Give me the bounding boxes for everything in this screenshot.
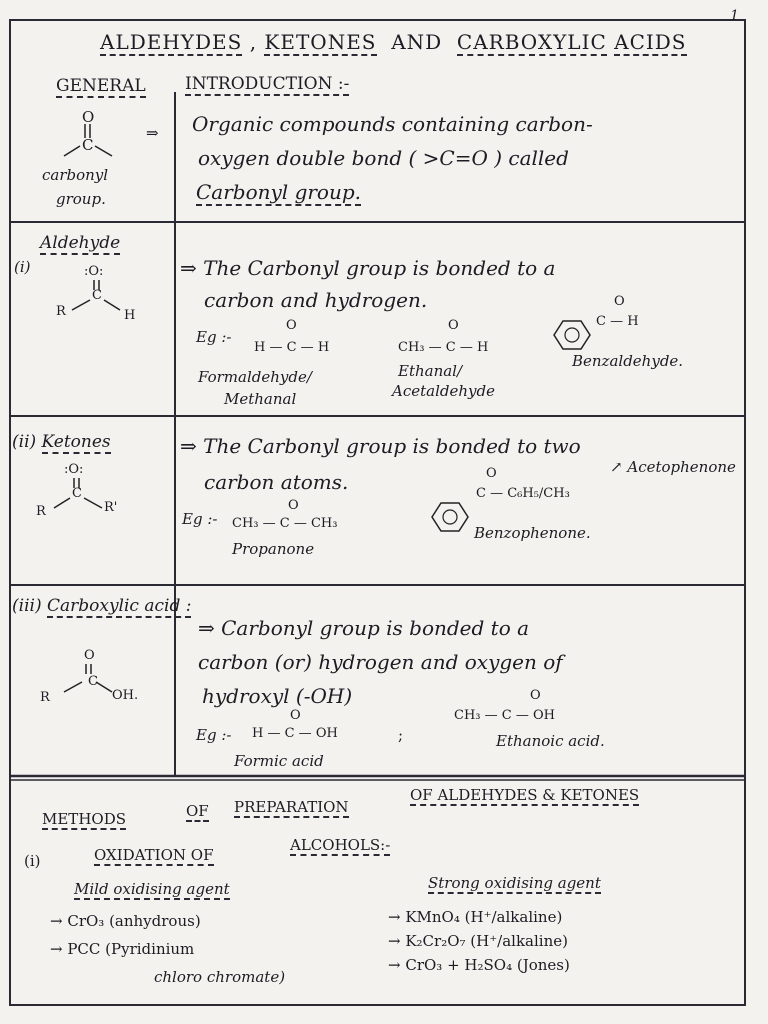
title-ketones: KETONES	[264, 30, 377, 54]
carboxylic-struct-c: C	[88, 674, 98, 689]
aldehyde-ex1-name-1: Formaldehyde/	[198, 368, 312, 386]
carboxylic-desc-1: ⇒ Carbonyl group is bonded to a	[198, 616, 530, 640]
strong-item-3: → CrO₃ + H₂SO₄ (Jones)	[388, 956, 570, 974]
mild-item-1: → CrO₃ (anhydrous)	[50, 912, 201, 930]
aldehyde-ex2-name-2: Acetaldehyde	[392, 382, 495, 400]
general-struct-o: O	[82, 108, 95, 126]
ketones-ex2-formula: C — C₆H₅/CH₃	[476, 486, 570, 501]
methods-heading-2: OF	[186, 802, 209, 820]
aldehyde-ex2-name-1: Ethanal/	[398, 362, 463, 380]
carbonyl-label-1: carbonyl	[42, 166, 109, 184]
title-acids: ACIDS	[614, 30, 687, 54]
arrow-icon: ↗	[610, 458, 623, 476]
general-struct-c: C	[82, 136, 94, 154]
ketones-struct-r1: R	[36, 504, 46, 519]
methods-sub-heading-1: OXIDATION OF	[94, 846, 214, 864]
aldehyde-desc-1: ⇒ The Carbonyl group is bonded to a	[180, 256, 556, 280]
aldehyde-struct-o: :O:	[84, 264, 104, 279]
benzene-ring-2	[424, 500, 474, 534]
methods-sub-roman: (i)	[24, 852, 41, 870]
general-text-3: Carbonyl group.	[196, 180, 362, 204]
general-heading-1: GENERAL	[56, 76, 146, 96]
carboxylic-heading: (iii) Carboxylic acid :	[12, 596, 192, 616]
aldehyde-struct-h: H	[124, 308, 136, 323]
aldehyde-ex3-o: O	[614, 294, 625, 309]
ketones-ex2-o: O	[486, 466, 497, 481]
carboxylic-ex1-name: Formic acid	[234, 752, 324, 770]
aldehyde-ex1-formula: H — C — H	[254, 340, 330, 355]
carbonyl-label-2: group.	[56, 190, 106, 208]
strong-item-2: → K₂Cr₂O₇ (H⁺/alkaline)	[388, 932, 568, 950]
carboxylic-desc-3: hydroxyl (-OH)	[202, 684, 353, 708]
general-struct-bonds	[50, 122, 140, 162]
ketones-ex2-alt: ↗ Acetophenone	[610, 458, 736, 476]
title-aldehydes: ALDEHYDES	[100, 30, 243, 54]
ketones-struct-o: :O:	[64, 462, 84, 477]
aldehyde-ex2-formula: CH₃ — C — H	[398, 340, 489, 355]
ketones-heading: (ii) Ketones	[12, 432, 111, 452]
strong-item-1: → KMnO₄ (H⁺/alkaline)	[388, 908, 563, 926]
ketones-ex1-name: Propanone	[232, 540, 315, 558]
aldehyde-heading: Aldehyde	[40, 233, 121, 253]
ketones-ex1-o: O	[288, 498, 299, 513]
page-title: ALDEHYDES , KETONES AND CARBOXYLIC ACIDS	[100, 30, 687, 54]
ketones-struct-r2: R'	[104, 500, 118, 515]
methods-sub-heading-2: ALCOHOLS:-	[290, 836, 391, 854]
aldehyde-ex3-name: Benzaldehyde.	[572, 352, 684, 370]
page-number: 1	[730, 8, 739, 24]
ketones-ex2-name: Benzophenone.	[474, 524, 591, 542]
general-heading-2: INTRODUCTION :-	[185, 74, 350, 94]
aldehyde-roman: (i)	[14, 258, 31, 276]
mild-item-3: chloro chromate)	[154, 968, 286, 986]
aldehyde-struct-c: C	[92, 288, 102, 303]
carboxylic-eg: Eg :-	[196, 726, 232, 744]
carboxylic-struct-r: R	[40, 690, 50, 705]
ketones-struct-c: C	[72, 486, 82, 501]
aldehyde-ex2-o: O	[448, 318, 459, 333]
aldehyde-ex1-o: O	[286, 318, 297, 333]
methods-heading-1: METHODS	[42, 810, 126, 828]
carboxylic-ex1-sep: ;	[398, 726, 404, 744]
carboxylic-ex2-o: O	[530, 688, 541, 703]
title-carboxylic: CARBOXYLIC	[456, 30, 607, 54]
aldehyde-ex3-formula: C — H	[596, 314, 639, 329]
methods-heading-3: PREPARATION	[234, 798, 349, 816]
ketones-eg: Eg :-	[182, 510, 218, 528]
ketones-desc-2: carbon atoms.	[204, 470, 349, 494]
carboxylic-ex1-o: O	[290, 708, 301, 723]
carboxylic-struct-oh: OH.	[112, 688, 139, 703]
general-text-2: oxygen double bond ( >C=O ) called	[198, 146, 569, 170]
general-arrow: ⇒	[146, 124, 159, 142]
carboxylic-ex2-name: Ethanoic acid.	[496, 732, 605, 750]
benzene-ring-1	[546, 318, 596, 352]
carboxylic-ex1-formula: H — C — OH	[252, 726, 338, 741]
aldehyde-eg: Eg :-	[196, 328, 232, 346]
methods-heading-4: OF ALDEHYDES & KETONES	[410, 786, 640, 804]
general-text-1: Organic compounds containing carbon-	[192, 112, 593, 136]
carboxylic-desc-2: carbon (or) hydrogen and oxygen of	[198, 650, 563, 674]
mild-item-2: → PCC (Pyridinium	[50, 940, 195, 958]
carboxylic-struct-o: O	[84, 648, 95, 663]
mild-heading: Mild oxidising agent	[74, 880, 230, 898]
ketones-desc-1: ⇒ The Carbonyl group is bonded to two	[180, 434, 581, 458]
aldehyde-ex1-name-2: Methanal	[224, 390, 297, 408]
strong-heading: Strong oxidising agent	[428, 874, 601, 892]
ketones-ex1-formula: CH₃ — C — CH₃	[232, 516, 338, 531]
aldehyde-struct-r: R	[56, 304, 66, 319]
carboxylic-ex2-formula: CH₃ — C — OH	[454, 708, 555, 723]
aldehyde-desc-2: carbon and hydrogen.	[204, 288, 428, 312]
